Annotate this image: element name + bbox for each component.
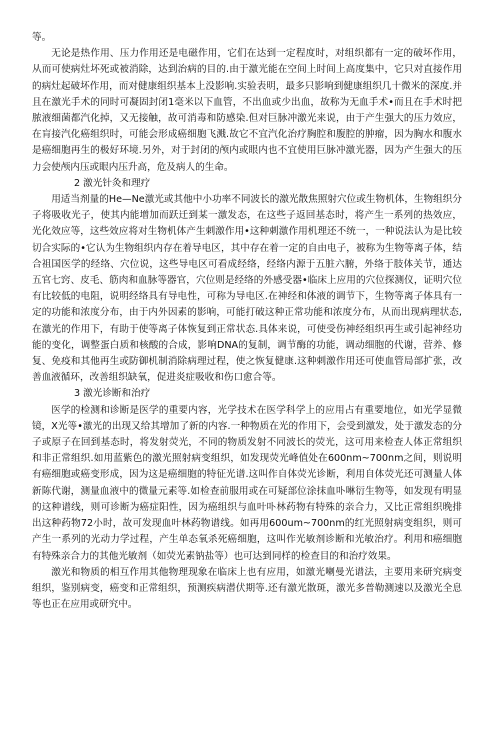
section-heading-diagnosis: 3 激光诊断和治疗 — [74, 388, 151, 400]
paragraph-diagnosis: 医学的检测和诊断是医学的重要内容，光学技术在医学科学上的应用占有重要地位，如光学显微镜，X光等•激光的出现又给其增加了新的内容.一种物质在光的作用下，会受到激发，处于激发态的分子或原子在回到基态时，将发射荧光，不同的物质发射不同波长的荧光，这可用来检查人体正常组织和非正常组织.如用蓝紫色的激光照射病变组织，如发现荧光峰值处在600nm~700nm之间，则说明有癌细胞或癌变形成，因为这是癌细胞的特征光谱.这叫作自体荧光诊断，利用自体荧光还可测量人体新陈代谢，测量血液中的微量元素等.如检查前服用或在可疑部位涂抹血卟啉衍生物等，如发现有明显的这种谱线，则可诊断为癌症阳性，因为癌组织与血叶卟林药物有特殊的亲合力，又比正常组织晚排出这种药物72小时，故可发现血叶林药物谱线。如再用600um~700nm的红光照射病变组织，则可产生一系列的光动力学过程，产生单态氧杀死癌细胞，这叫作光敏剂诊断和光敏治疗。利用和癌细胞有特殊亲合力的其他光敏剂（如荧光素钠盐等）也可达到同样的检查目的和治疗效果。 — [32, 404, 462, 562]
paragraph-fragment: 等。 — [32, 32, 52, 43]
paragraph-acupuncture: 用适当剂量的He—Ne激光或其他中小功率不同波长的激光散焦照射穴位或生物机体，生物组织分子将吸收光子，使其内能增加而跃迁到某一激发态，在这些子返回基态时，将产生一系列的热效应，光化效应等，这些效应将对生物机体产生刺激作用•这种刺激作用机理还不统一，一种说法认为是比较切合实际的•它认为生物组织内存在着导电区，其中存在着一定的自由电子，被称为生物等离子体，结合祖国医学的经络、穴位说，这些导电区可看成经络，经络内源于五脏六腑，外络于肢体关节，通达五官七窍、皮毛、筋肉和血脉等器官，穴位则是经络的外感受器•临床上应用的穴位探测仪，证明穴位有比较低的电阻，说明经络具有导电性，可称为导电区.在神经和体液的调节下，生物等离子体具有一定的功能和浓度分布，由于内外因素的影响，可能打破这种正常功能和浓度分布，从而出现病理状态,在激光的作用下，有助于使等离子体恢复到正常状态.具体来说，可使受伤神经组织再生或引起神经功能的变化，调整蛋白质和核酸的合成，影响DNA的复制，调节酶的功能，调动细胞的代谢，营养、修复、免疫和其他再生或防御机制消除病理过程，使之恢复健康.这种刺激作用还可使血管局部扩张，改善血液循环，改善组织缺氧，促进炎症吸收和伤口愈合等。 — [32, 194, 462, 384]
paragraph-other-applications: 激光和物质的相互作用其他物理现象在临床上也有应用，如激光喇曼光谱法，主要用来研究病变组织，鉴别病变，癌变和正常组织，预测疾病潜伏期等.还有激光散斑，激光多普勒测速以及激光全息等也正在应用或研究中。 — [32, 566, 462, 611]
paragraph-laser-effects: 无论是热作用、压力作用还是电磁作用，它们在达到一定程度时，对组织都有一定的破坏作用，从而可使病灶坏死或被消除，达到治病的目的.由于激光能在空间上时间上高度集中，它只对直接作用的病灶起破坏作用，而对健康组织基本上没影响.实验表明，最多只影响到健康组织几十微米的深度.并且在激光手术的同时可凝固封闭1毫米以下血管，不出血或少出血，故称为无血手术•而且在手术时把脓液细菌都汽化掉，又无接触，故可消毒和防感染.但对巨脉冲激光来说，由于产生强大的压力效应，在肓接汽化癌组织时，可能会形成癌细胞飞溅.故它不宜汽化治疗胸腔和腹腔的肿瘤，因为胸水和腹水是癌细胞再生的极好环境.另外，对于封闭的颅内或眼内也不宜使用巨脉冲激光器，因为产生强大的压力会使颅内压或眼内压升高，危及病人的生命。 — [32, 48, 462, 173]
section-heading-acupuncture: 2 激光针灸和理疗 — [74, 177, 151, 189]
